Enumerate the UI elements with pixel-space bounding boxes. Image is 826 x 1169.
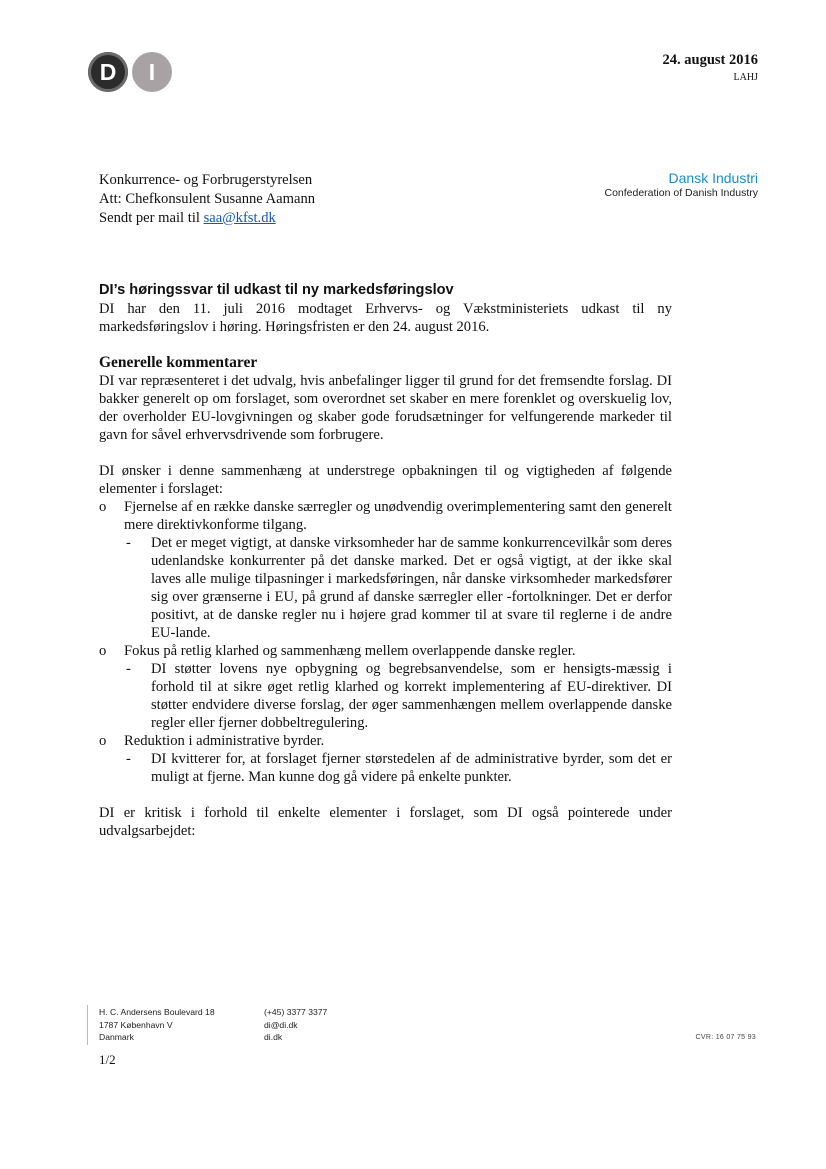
footer-address-line-3: Danmark bbox=[99, 1032, 134, 1042]
footer-contact bbox=[264, 1006, 327, 1044]
footer-address bbox=[99, 1006, 215, 1044]
sub-bullet-text: Det er meget vigtigt, at danske virksomheder har de samme konkurrencevilkår som deres udenlandske konkurrenter på det danske marked. Det er også vigtigt, at der ikke skal laves alle mulige tilpasninger i markedsføringen, når danske virksomheder markedsfører sig over grænserne i EU, på grund af danske særregler eller -fortolkninger. Det er derfor positivt, at de danske regler nu i højere grad kommer til at svare til reglerne i de andre EU-lande. bbox=[151, 535, 672, 641]
brand-subtitle: Confederation of Danish Industry bbox=[604, 187, 758, 199]
logo-circle-d bbox=[88, 52, 128, 92]
bullet-text: Fokus på retlig klarhed og sammenhæng mellem overlappende danske regler. bbox=[124, 643, 576, 659]
bullet-text: Reduktion i administrative byrder. bbox=[124, 733, 325, 749]
sub-list-item bbox=[99, 534, 672, 642]
dash-marker: - bbox=[126, 535, 131, 551]
footer-address-line-1: H. C. Andersens Boulevard 18 bbox=[99, 1007, 215, 1017]
footer-address-line-2: 1787 København V bbox=[99, 1019, 173, 1030]
list-item bbox=[99, 642, 672, 660]
recipient-line-3 bbox=[99, 209, 315, 228]
recipient-line-2: Att: Chefkonsulent Susanne Aamann bbox=[99, 191, 316, 207]
di-logo bbox=[88, 52, 172, 92]
footer-phone: (+45) 3377 3377 bbox=[264, 1007, 328, 1017]
dash-marker: - bbox=[126, 751, 131, 767]
dash-marker: - bbox=[126, 661, 131, 677]
logo-letter-i: I bbox=[148, 58, 156, 85]
author-initials: LAHJ bbox=[733, 72, 758, 83]
logo-letter-d: D bbox=[99, 58, 117, 85]
footer-divider bbox=[87, 1005, 88, 1045]
support-paragraph: DI ønsker i denne sammenhæng at understrege opbakningen til og vigtigheden af følgende elementer i forslaget: bbox=[99, 463, 672, 497]
letter-body bbox=[99, 300, 672, 840]
footer-website: di.dk bbox=[264, 1032, 283, 1042]
intro-paragraph: DI har den 11. juli 2016 modtaget Erhvervs- og Vækstministeriets udkast til ny markedsføringslov i høring. Høringsfristen er den 24. august 2016. bbox=[99, 301, 672, 335]
letter-title: DI’s høringssvar til udkast til ny markedsføringslov bbox=[99, 282, 454, 298]
sub-bullet-text: DI støtter lovens nye opbygning og begrebsanvendelse, som er hensigts-mæssig i forhold til at sikre øget retlig klarhed og korrekt implementering af EU-direktiver. DI støtter endvidere diverse forslag, der øger sammenhængen mellem overlappende danske regler eller fjerner dobbeltregulering. bbox=[151, 661, 672, 731]
bullet-text: Fjernelse af en række danske særregler og unødvendig overimplementering samt den generelt mere direktivkonforme tilgang. bbox=[124, 499, 672, 533]
brand-name: Dansk Industri bbox=[668, 170, 758, 186]
recipient-line-3-prefix: Sendt per mail til bbox=[99, 210, 204, 226]
footer-cvr: CVR: 16 07 75 93 bbox=[695, 1034, 756, 1041]
list-item bbox=[99, 732, 672, 750]
sub-list-item bbox=[99, 660, 672, 732]
page-number: 1/2 bbox=[99, 1052, 116, 1067]
critical-paragraph: DI er kritisk i forhold til enkelte elementer i forslaget, som DI også pointerede under udvalgsarbejdet: bbox=[99, 805, 672, 839]
sub-list-item bbox=[99, 750, 672, 786]
sub-bullet-text: DI kvitterer for, at forslaget fjerner størstedelen af de administrative byrder, som det er muligt at fjerne. Man kunne dog gå videre på enkelte punkter. bbox=[151, 751, 672, 785]
recipient-address bbox=[99, 171, 315, 228]
letter-date: 24. august 2016 bbox=[662, 52, 758, 68]
list-item bbox=[99, 498, 672, 534]
recipient-line-1: Konkurrence- og Forbrugerstyrelsen bbox=[99, 172, 313, 188]
recipient-email-link[interactable]: saa@kfst.dk bbox=[203, 210, 276, 226]
bullet-marker: o bbox=[99, 499, 107, 515]
general-paragraph: DI var repræsenteret i det udvalg, hvis anbefalinger ligger til grund for det fremsendte forslag. DI bakker generelt op om forslaget, som overordnet set skaber en mere forenklet og overskuelig lov, der overholder EU-lovgivningen og skaber gode forudsætninger for velfungerende markeder til gavn for såvel erhvervsdrivende som forbrugere. bbox=[99, 373, 672, 443]
general-heading: Generelle kommentarer bbox=[99, 354, 258, 371]
footer-email: di@di.dk bbox=[264, 1019, 298, 1030]
bullet-marker: o bbox=[99, 733, 107, 749]
logo-circle-i bbox=[132, 52, 172, 92]
bullet-marker: o bbox=[99, 643, 107, 659]
